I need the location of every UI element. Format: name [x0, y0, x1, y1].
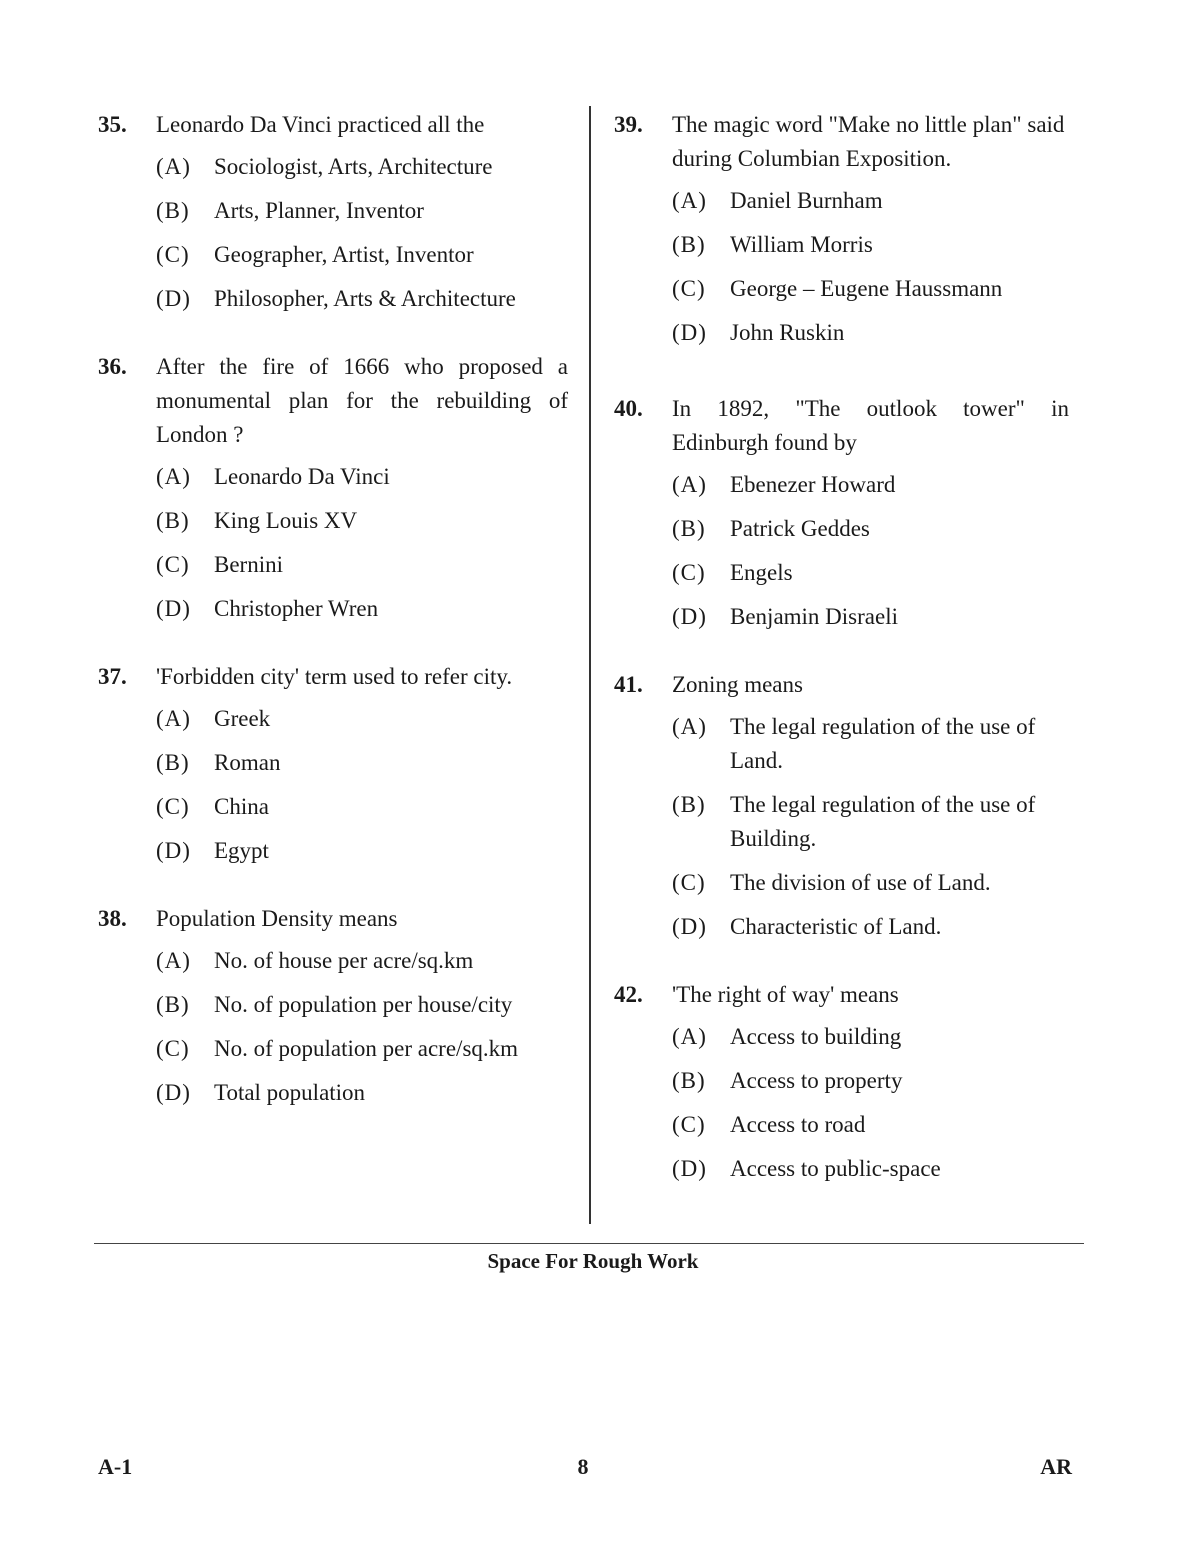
option-label: (B) [156, 508, 190, 533]
option-text: Engels [730, 560, 793, 585]
question-number: 36. [98, 354, 127, 379]
option-text: Access to road [730, 1112, 866, 1137]
option-c[interactable] [672, 866, 1069, 900]
option-label: (C) [156, 1036, 190, 1061]
option-label: (D) [156, 1080, 191, 1105]
option-d[interactable] [156, 592, 568, 626]
question-35 [98, 108, 568, 316]
question-36 [98, 350, 568, 626]
rough-work-label: Space For Rough Work [487, 1249, 699, 1273]
option-d[interactable] [156, 1076, 568, 1110]
question-text: 'The right of way' means [672, 982, 899, 1007]
option-label: (A) [672, 1024, 707, 1049]
option-d[interactable] [156, 282, 568, 316]
options-list [98, 150, 568, 316]
option-label: (B) [156, 992, 190, 1017]
left-column [98, 108, 568, 1120]
question-38 [98, 902, 568, 1110]
option-c[interactable] [672, 272, 1069, 306]
option-label: (D) [156, 596, 191, 621]
option-a[interactable] [672, 1020, 1069, 1054]
option-label: (D) [672, 604, 707, 629]
option-text: Access to public-space [730, 1156, 941, 1181]
option-label: (B) [156, 750, 190, 775]
option-a[interactable] [156, 460, 568, 494]
option-a[interactable] [672, 184, 1069, 218]
question-text: Leonardo Da Vinci practiced all the [156, 112, 485, 137]
option-text: China [214, 794, 269, 819]
option-d[interactable] [672, 1152, 1069, 1186]
option-label: (D) [672, 914, 707, 939]
option-text: Characteristic of Land. [730, 914, 942, 939]
options-list [98, 944, 568, 1110]
option-text: The division of use of Land. [730, 870, 991, 895]
option-text: Total population [214, 1080, 366, 1105]
options-list [614, 468, 1069, 634]
option-label: (D) [156, 286, 191, 311]
option-text: No. of population per acre/sq.km [214, 1036, 519, 1061]
option-text: William Morris [730, 232, 873, 257]
question-number: 41. [614, 672, 643, 697]
option-text: Christopher Wren [214, 596, 379, 621]
option-label: (C) [672, 276, 706, 301]
options-list [98, 460, 568, 626]
option-label: (C) [156, 242, 190, 267]
option-c[interactable] [672, 556, 1069, 590]
question-text: Zoning means [672, 672, 803, 697]
options-list [614, 1020, 1069, 1186]
question-text: Population Density means [156, 906, 398, 931]
option-label: (A) [156, 464, 191, 489]
question-text: The magic word "Make no little plan" said during Columbian Exposition. [672, 112, 1065, 171]
option-label: (A) [672, 472, 707, 497]
option-text: No. of house per acre/sq.km [214, 948, 474, 973]
question-text: In 1892, "The outlook tower" in Edinburgh found by [672, 396, 1069, 455]
paper-code: A-1 [98, 1454, 133, 1479]
option-text: Greek [214, 706, 271, 731]
question-number: 35. [98, 112, 127, 137]
option-d[interactable] [672, 600, 1069, 634]
option-d[interactable] [672, 910, 1069, 944]
option-a[interactable] [156, 944, 568, 978]
question-text: After the fire of 1666 who proposed a monumental plan for the rebuilding of London ? [156, 354, 568, 447]
option-c[interactable] [156, 548, 568, 582]
option-text: Arts, Planner, Inventor [214, 198, 424, 223]
option-label: (B) [672, 516, 706, 541]
question-number: 40. [614, 396, 643, 421]
option-a[interactable] [156, 150, 568, 184]
option-c[interactable] [672, 1108, 1069, 1142]
option-text: George – Eugene Haussmann [730, 276, 1003, 301]
option-label: (C) [672, 560, 706, 585]
option-a[interactable] [672, 468, 1069, 502]
option-label: (D) [156, 838, 191, 863]
question-number: 37. [98, 664, 127, 689]
option-text: Egypt [214, 838, 269, 863]
option-b[interactable] [672, 228, 1069, 262]
page-number: 8 [577, 1454, 589, 1479]
option-text: The legal regulation of the use of Building. [730, 792, 1036, 851]
option-b[interactable] [672, 1064, 1069, 1098]
option-b[interactable] [672, 788, 1069, 856]
question-number: 39. [614, 112, 643, 137]
option-text: Roman [214, 750, 281, 775]
right-column [614, 108, 1069, 1196]
option-text: Bernini [214, 552, 283, 577]
options-list [614, 710, 1069, 944]
option-text: Access to property [730, 1068, 903, 1093]
question-37 [98, 660, 568, 868]
option-text: Benjamin Disraeli [730, 604, 898, 629]
question-number: 38. [98, 906, 127, 931]
option-c[interactable] [156, 238, 568, 272]
options-list [614, 184, 1069, 350]
option-text: Geographer, Artist, Inventor [214, 242, 474, 267]
option-label: (A) [156, 154, 191, 179]
question-41 [614, 668, 1069, 944]
option-label: (D) [672, 1156, 707, 1181]
option-label: (C) [156, 794, 190, 819]
option-text: Patrick Geddes [730, 516, 870, 541]
option-d[interactable] [156, 834, 568, 868]
question-42 [614, 978, 1069, 1186]
option-text: Sociologist, Arts, Architecture [214, 154, 493, 179]
option-b[interactable] [156, 504, 568, 538]
option-text: Access to building [730, 1024, 902, 1049]
option-a[interactable] [156, 702, 568, 736]
option-text: No. of population per house/city [214, 992, 513, 1017]
question-number: 42. [614, 982, 643, 1007]
option-label: (B) [672, 1068, 706, 1093]
option-text: Leonardo Da Vinci [214, 464, 390, 489]
option-label: (A) [672, 714, 707, 739]
subject-code: AR [1040, 1454, 1072, 1479]
option-b[interactable] [156, 746, 568, 780]
option-label: (B) [156, 198, 190, 223]
option-text: John Ruskin [730, 320, 845, 345]
option-c[interactable] [156, 790, 568, 824]
option-a[interactable] [672, 710, 1069, 778]
option-text: The legal regulation of the use of Land. [730, 714, 1036, 773]
option-label: (B) [672, 792, 706, 817]
option-text: King Louis XV [214, 508, 358, 533]
options-list [98, 702, 568, 868]
option-text: Daniel Burnham [730, 188, 883, 213]
option-d[interactable] [672, 316, 1069, 350]
option-label: (C) [672, 870, 706, 895]
option-text: Philosopher, Arts & Architecture [214, 286, 516, 311]
option-label: (C) [672, 1112, 706, 1137]
option-b[interactable] [156, 988, 568, 1022]
question-text: 'Forbidden city' term used to refer city. [156, 664, 513, 689]
option-b[interactable] [672, 512, 1069, 546]
column-divider [589, 106, 591, 1224]
option-label: (B) [672, 232, 706, 257]
question-39 [614, 108, 1069, 350]
option-b[interactable] [156, 194, 568, 228]
question-40 [614, 392, 1069, 634]
option-label: (A) [672, 188, 707, 213]
option-label: (C) [156, 552, 190, 577]
option-label: (A) [156, 948, 191, 973]
option-label: (A) [156, 706, 191, 731]
rough-work-rule [94, 1243, 1084, 1244]
option-label: (D) [672, 320, 707, 345]
option-text: Ebenezer Howard [730, 472, 896, 497]
option-c[interactable] [156, 1032, 568, 1066]
